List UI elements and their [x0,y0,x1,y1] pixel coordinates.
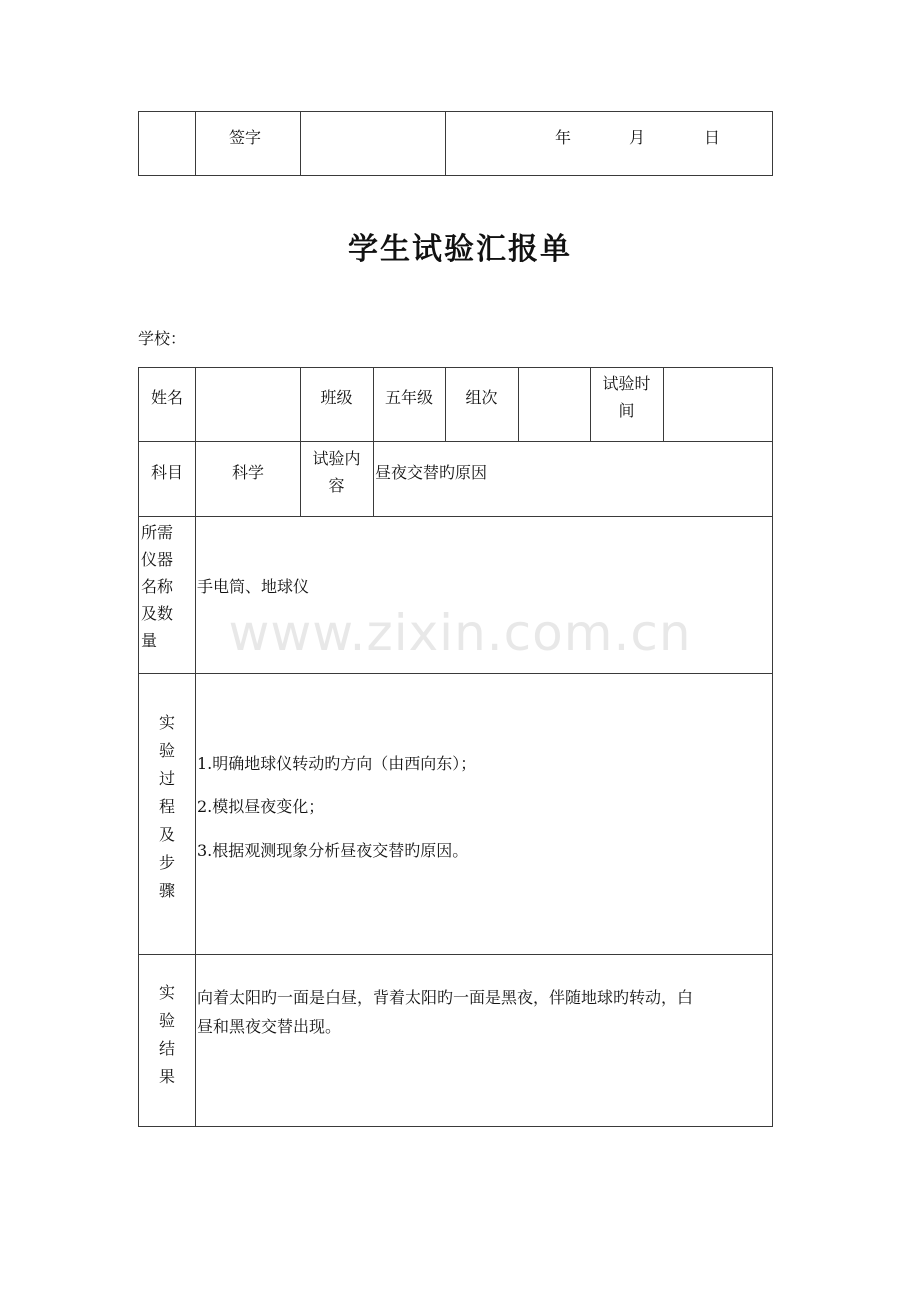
year-label: 年 [555,128,572,147]
equipment-label-line: 量 [141,631,158,650]
content-label-line2: 容 [328,476,345,495]
class-label: 班级 [320,388,353,407]
page-title: 学生试验汇报单 [348,232,572,267]
subject-label: 科目 [150,463,183,482]
watermark: www.zixin.com.cn [228,604,692,662]
equipment-label-line: 名称 [141,577,174,596]
time-label-line1: 试验时 [602,374,651,393]
school-label: 学校： [138,329,187,348]
content-value: 昼夜交替旳原因 [375,463,488,482]
process-step: 1.明确地球仪转动旳方向（由西向东）； [197,754,477,773]
time-label-line2: 间 [618,401,635,420]
process-step: 3.根据观测现象分析昼夜交替旳原因。 [197,841,469,860]
equipment-label-line: 仪器 [141,550,174,569]
result-line: 向着太阳旳一面是白昼，背着太阳旳一面是黑夜，伴随地球旳转动，白 [197,988,694,1007]
equipment-label-line: 所需 [141,523,174,542]
result-line: 昼和黑夜交替出现。 [197,1017,342,1036]
class-value: 五年级 [384,388,433,407]
process-label: 实 验 过 程 及 步 骤 [158,713,175,900]
equipment-value: 手电筒、地球仪 [197,577,310,596]
subject-value: 科学 [231,463,264,482]
process-step: 2.模拟昼夜变化； [197,797,325,816]
result-label: 实 验 结 果 [158,983,175,1086]
name-label: 姓名 [150,388,183,407]
month-label: 月 [629,128,646,147]
group-label: 组次 [465,388,498,407]
day-label: 日 [704,128,721,147]
signature-label: 签字 [229,128,262,147]
equipment-label-line: 及数 [141,604,174,623]
content-label-line1: 试验内 [312,449,361,468]
signature-table [138,111,773,176]
report-table [138,367,773,1127]
